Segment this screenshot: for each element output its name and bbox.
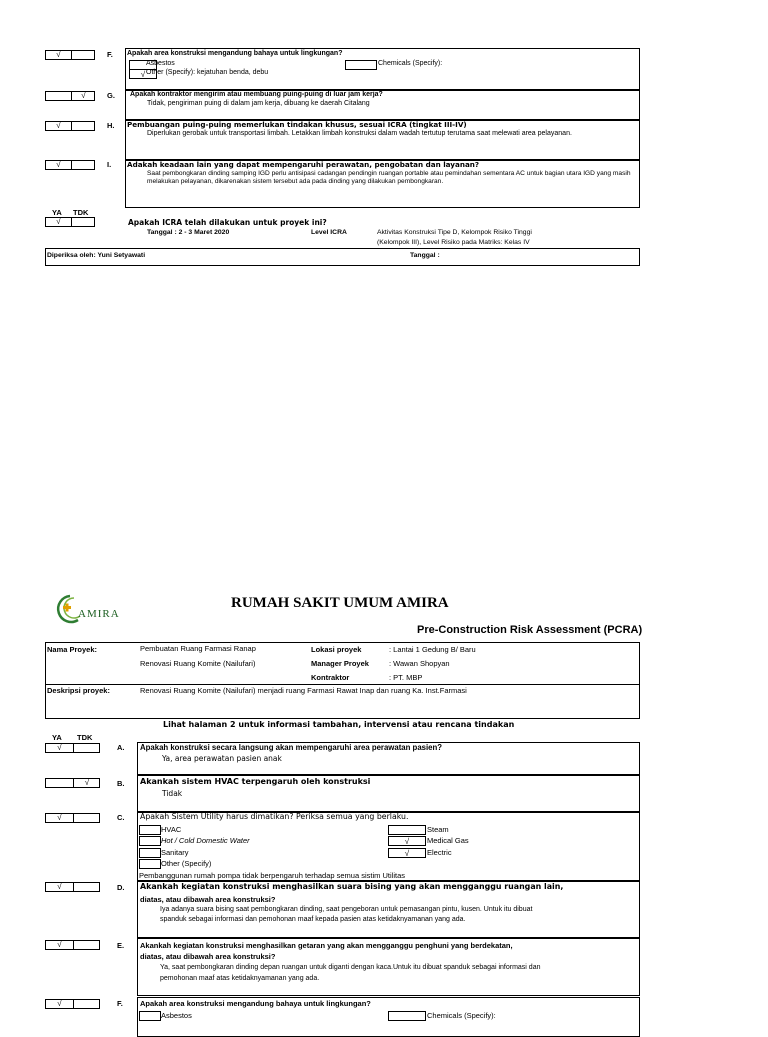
chemicals-label-2: Chemicals (Specify):: [427, 1011, 496, 1020]
electric-checkbox[interactable]: [388, 848, 426, 858]
sanitary-checkbox[interactable]: [139, 848, 161, 858]
yes-check: √: [57, 882, 62, 891]
yes-no-checkbox-H[interactable]: [45, 121, 95, 131]
answer-B: Tidak: [162, 789, 183, 798]
yes-check: √: [57, 940, 62, 949]
item-letter-D: D.: [117, 883, 125, 892]
icra-level-line1: Aktivitas Konstruksi Tipe D, Kelompok Risiko Tinggi: [377, 229, 532, 236]
yes-check: √: [57, 743, 62, 752]
answer-G: Tidak, pengiriman puing di dalam jam kerja, dibuang ke daerah Citalang: [147, 100, 370, 107]
kontraktor-value: : PT. MBP: [389, 673, 423, 682]
kontraktor-label: Kontraktor: [311, 673, 350, 682]
answer-A: Ya, area perawatan pasien anak: [162, 754, 282, 763]
table-divider: [45, 684, 640, 685]
question-D-line2: diatas, atau dibawah area konstruksi?: [140, 895, 276, 904]
page-title: RUMAH SAKIT UMUM AMIRA: [231, 595, 449, 611]
sanitary-label: Sanitary: [161, 848, 189, 857]
chemicals-checkbox[interactable]: [345, 60, 377, 70]
ya-label: YA: [52, 733, 62, 742]
answer-E-line1: Ya, saat pembongkaran dinding depan ruangan untuk diganti dengan kaca.Untuk itu dibuat spanduk sebagai informasi dan: [160, 964, 541, 971]
icra-level-label: Level ICRA: [311, 229, 347, 236]
item-letter-E: E.: [117, 941, 125, 950]
yes-no-checkbox-D[interactable]: [45, 882, 100, 892]
chemicals-label: Chemicals (Specify):: [378, 60, 443, 67]
tdk-label: TDK: [77, 733, 93, 742]
question-C: Apakah Sistem Utility harus dimatikan? Periksa semua yang berlaku.: [140, 812, 409, 821]
hot-cold-water-label: Hot / Cold Domestic Water: [161, 836, 250, 845]
icra-level-line2: (Kelompok III), Level Risiko pada Matriks: Kelas IV: [377, 239, 530, 246]
tdk-label: TDK: [73, 208, 89, 217]
footer-tanggal: Tanggal :: [410, 252, 440, 259]
lokasi-label: Lokasi proyek: [311, 645, 362, 654]
no-check: √: [81, 91, 86, 100]
yes-no-checkbox-I[interactable]: [45, 160, 95, 170]
item-letter-A: A.: [117, 743, 125, 752]
hvac-checkbox[interactable]: [139, 825, 161, 835]
item-letter-G: G.: [107, 91, 115, 100]
item-letter-B: B.: [117, 779, 125, 788]
asbestos-label-2: Asbestos: [161, 1011, 192, 1020]
asbestos-checkbox-2[interactable]: [139, 1011, 161, 1021]
page-subtitle: Pre-Construction Risk Assessment (PCRA): [417, 624, 643, 636]
diperiksa-oleh: Diperiksa oleh: Yuni Setyawati: [47, 252, 146, 259]
hvac-label: HVAC: [161, 825, 182, 834]
hot-cold-water-checkbox[interactable]: [139, 836, 161, 846]
icra-question: Apakah ICRA telah dilakukan untuk proyek ini?: [128, 218, 327, 227]
question-F1: Apakah area konstruksi mengandung bahaya untuk lingkungan?: [127, 50, 343, 57]
answer-D-line1: Iya adanya suara bising saat pembongkaran dinding, saat pengeboran untuk pemasangan pintu, kusen. Untuk itu dibuat: [160, 906, 533, 913]
chemicals-checkbox-2[interactable]: [388, 1011, 426, 1021]
item-letter-F1: F.: [107, 50, 113, 59]
item-letter-C: C.: [117, 813, 125, 822]
lihat-halaman-note: Lihat halaman 2 untuk informasi tambahan, intervensi atau rencana tindakan: [163, 720, 515, 729]
answer-I-line1: Saat pembongkaran dinding samping IGD perlu antisipasi cadangan pendingin ruangan portable atau pemindahan sementara AC untuk bagian utara IGD yang masih: [147, 170, 631, 177]
deskripsi-value: Renovasi Ruang Komite (Nailufari) menjadi ruang Farmasi Rawat Inap dan ruang Ka. Inst.Farmasi: [140, 686, 467, 695]
answer-E-line2: pemohonan maaf atas ketidaknyamanan yang ada.: [160, 975, 320, 982]
question-E-line1: Akankah kegiatan konstruksi menghasilkan getaran yang akan mengganggu penghuni yang berdekatan,: [140, 941, 513, 950]
icra-tanggal: Tanggal : 2 - 3 Maret 2020: [147, 229, 230, 236]
yes-no-checkbox-ICRA[interactable]: [45, 217, 95, 227]
amira-logo: [50, 592, 130, 626]
yes-no-checkbox-C[interactable]: [45, 813, 100, 823]
nama-proyek-label: Nama Proyek:: [47, 645, 98, 654]
check-mark: √: [140, 69, 146, 79]
deskripsi-label: Deskripsi proyek:: [47, 686, 110, 695]
manager-value: : Wawan Shopyan: [389, 659, 450, 668]
manager-label: Manager Proyek: [311, 659, 369, 668]
no-check: √: [84, 778, 90, 787]
yes-no-checkbox-G[interactable]: [45, 91, 95, 101]
utility-note: Pembanggunan rumah pompa tidak berpengaruh terhadap semua sistim Utilitas: [139, 871, 405, 880]
yes-no-checkbox-E[interactable]: [45, 940, 100, 950]
electric-label: Electric: [427, 848, 452, 857]
nama-proyek-line1: Pembuatan Ruang Farmasi Ranap: [140, 644, 256, 653]
answer-H: Diperlukan gerobak untuk transportasi limbah. Letakkan limbah konstruksi dalam wadah tertutup terutama saat melewati area pelayanan.: [147, 130, 572, 137]
lokasi-value: : Lantai 1 Gedung B/ Baru: [389, 645, 476, 654]
logo-text: AMIRA: [78, 608, 120, 620]
yes-no-checkbox-B[interactable]: [45, 778, 100, 788]
question-A: Apakah konstruksi secara langsung akan mempengaruhi area perawatan pasien?: [140, 743, 443, 752]
answer-D-line2: spanduk sebagai informasi dan pemohonan maaf kepada pasien atas ketidaknyamanan yang ada.: [160, 916, 466, 923]
yes-check: √: [57, 813, 62, 822]
other-label: Other (Specify): kejatuhan benda, debu: [146, 69, 269, 76]
item-letter-H: H.: [107, 121, 115, 130]
yes-no-checkbox-F1[interactable]: [45, 50, 95, 60]
yes-no-checkbox-A[interactable]: [45, 743, 100, 753]
question-H: Pembuangan puing-puing memerlukan tindakan khusus, sesuai ICRA (tingkat III-IV): [127, 120, 467, 129]
yes-check: √: [56, 160, 61, 169]
question-G: Apakah kontraktor mengirim atau membuang puing-puing di luar jam kerja?: [130, 91, 383, 98]
nama-proyek-line2: Renovasi Ruang Komite (Nailufari): [140, 659, 256, 668]
yes-no-checkbox-F2[interactable]: [45, 999, 100, 1009]
question-B: Akankah sistem HVAC terpengaruh oleh konstruksi: [140, 777, 371, 786]
yes-check: √: [57, 999, 62, 1008]
question-E-line2: diatas, atau dibawah area konstruksi?: [140, 952, 276, 961]
yes-check: √: [56, 121, 61, 130]
item-letter-F2: F.: [117, 999, 123, 1008]
other-utility-label: Other (Specify): [161, 859, 212, 868]
asbestos-label: Asbestos: [146, 60, 175, 67]
yes-check: √: [56, 217, 61, 226]
check-mark: √: [404, 836, 410, 846]
ya-label: YA: [52, 208, 62, 217]
yes-check: √: [56, 50, 61, 59]
steam-checkbox[interactable]: [388, 825, 426, 835]
steam-label: Steam: [427, 825, 449, 834]
answer-I-line2: melakukan pelayanan, dikarenakan sistem tersebut ada pada dinding yang dilakukan pembongkaran.: [147, 178, 444, 185]
other-utility-checkbox[interactable]: [139, 859, 161, 869]
item-letter-I: I.: [107, 160, 112, 169]
medical-gas-label: Medical Gas: [427, 836, 469, 845]
medical-gas-checkbox[interactable]: [388, 836, 426, 846]
question-D-line1: Akankah kegiatan konstruksi menghasilkan suara bising yang akan mengganggu ruangan lain,: [140, 882, 564, 891]
question-I: Adakah keadaan lain yang dapat mempengaruhi perawatan, pengobatan dan layanan?: [127, 160, 480, 169]
check-mark: √: [404, 848, 410, 858]
question-F2: Apakah area konstruksi mengandung bahaya untuk lingkungan?: [140, 999, 371, 1008]
